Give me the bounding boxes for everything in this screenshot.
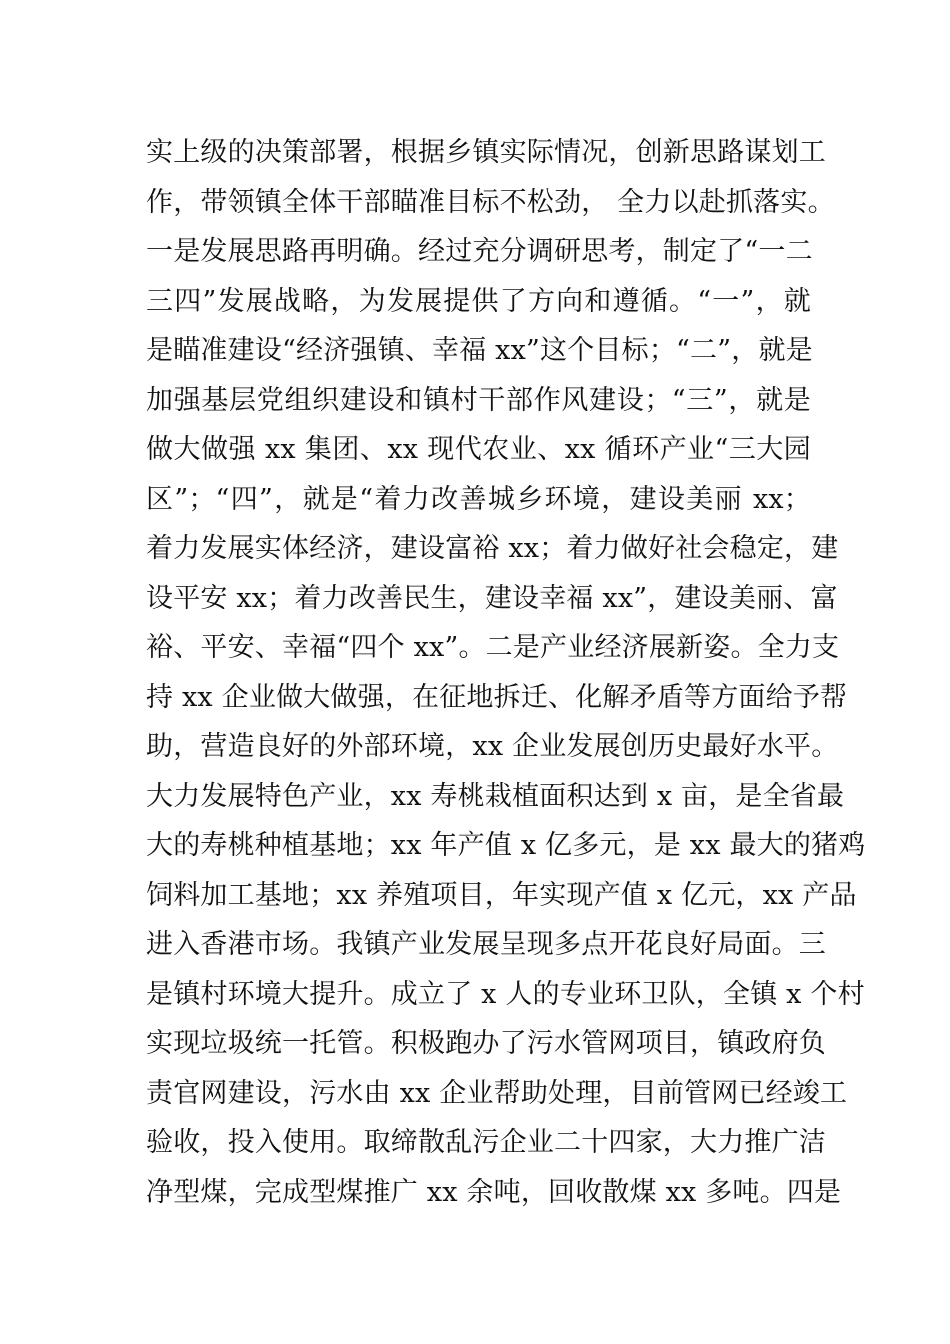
text-line: 责官网建设，污水由 xx 企业帮助处理，目前管网已经竣工 xyxy=(146,1077,848,1109)
text-line: 助，营造良好的外部环境，xx 企业发展创历史最好水平。 xyxy=(146,731,839,762)
body-paragraph xyxy=(146,128,866,1217)
text-line: 实上级的决策部署，根据乡镇实际情况，创新思路谋划工 xyxy=(146,137,826,168)
text-line: 区”；“四”，就是“着力改善城乡环境，建设美丽 xx； xyxy=(146,483,811,515)
text-line: 设平安 xx；着力改善民生，建设幸福 xx”，建设美丽、富 xyxy=(146,582,838,614)
text-line: 做大做强 xx 集团、xx 现代农业、xx 循环产业“三大园 xyxy=(146,434,811,465)
text-line: 作，带领镇全体干部瞄准目标不松劲， 全力以赴抓落实。 xyxy=(146,186,835,218)
text-line: 实现垃圾统一托管。积极跑办了污水管网项目，镇政府负 xyxy=(146,1028,826,1059)
text-line: 加强基层党组织建设和镇村干部作风建设；“三”，就是 xyxy=(146,384,811,416)
text-line: 三四”发展战略，为发展提供了方向和遵循。“一”，就 xyxy=(146,285,811,317)
text-line: 大力发展特色产业，xx 寿桃栽植面积达到 x 亩，是全省最 xyxy=(146,780,845,812)
text-line: 进入香港市场。我镇产业发展呈现多点开花良好局面。三 xyxy=(146,929,826,960)
text-line: 裕、平安、幸福“四个 xx”。二是产业经济展新姿。全力支 xyxy=(146,632,840,663)
text-line: 一是发展思路再明确。经过充分调研思考，制定了“一二 xyxy=(146,236,813,267)
text-line: 净型煤，完成型煤推广 xx 余吨，回收散煤 xx 多吨。四是 xyxy=(146,1176,842,1208)
text-line: 是镇村环境大提升。成立了 x 人的专业环卫队，全镇 x 个村 xyxy=(146,978,865,1010)
text-line: 验收，投入使用。取缔散乱污企业二十四家，大力推广洁 xyxy=(146,1127,826,1158)
text-line: 着力发展实体经济，建设富裕 xx；着力做好社会稳定，建 xyxy=(146,533,839,564)
text-line: 是瞄准建设“经济强镇、幸福 xx”这个目标；“二”，就是 xyxy=(146,335,813,366)
text-line: 大的寿桃种植基地；xx 年产值 x 亿多元，是 xx 最大的猪鸡 xyxy=(146,830,866,861)
text-line: 饲料加工基地；xx 养殖项目，年实现产值 x 亿元，xx 产品 xyxy=(146,879,857,911)
text-line: 持 xx 企业做大做强，在征地拆迁、化解矛盾等方面给予帮 xyxy=(146,681,848,713)
